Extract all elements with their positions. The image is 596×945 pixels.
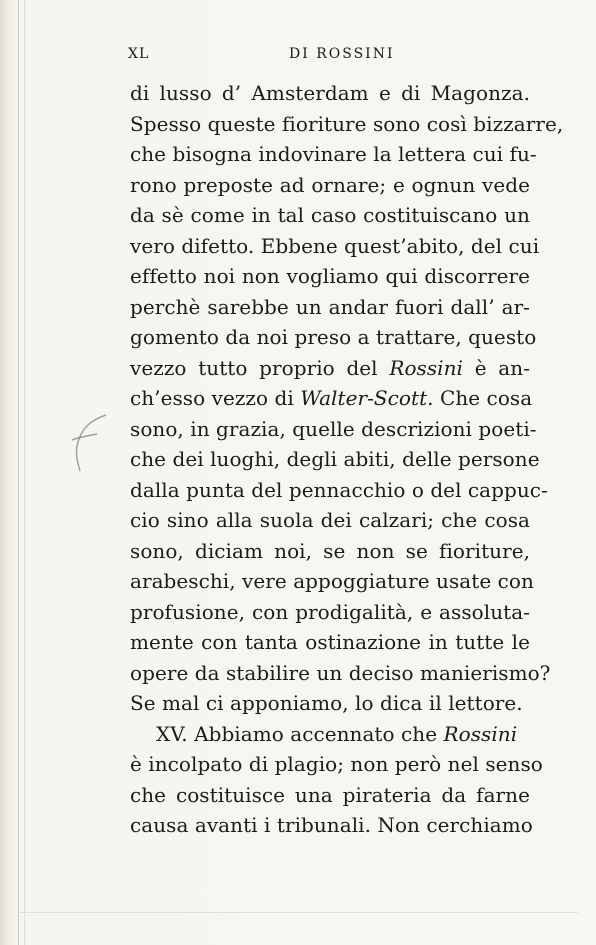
- text-line: mente con tanta ostinazione in tutte le: [130, 630, 530, 654]
- margin-handwritten-flourish: [69, 413, 111, 473]
- page-number: XL: [128, 46, 150, 62]
- text-line: arabeschi, vere appoggiature usate con: [130, 569, 534, 593]
- text-line: profusione, con prodigalità, e assoluta-: [130, 599, 530, 624]
- text-line: che dei luoghi, degli abiti, delle persone: [130, 447, 540, 471]
- text-line: dalla punta del pennacchio o del cappuc-: [130, 477, 548, 502]
- text-segment: Che cosa: [433, 386, 533, 410]
- italic-name: Rossini: [443, 721, 518, 746]
- text-line: effetto noi non vogliamo qui discorrere: [130, 264, 530, 288]
- section-start-line: [130, 719, 530, 750]
- text-line: perchè sarebbe un andar fuori dall’ ar-: [130, 294, 530, 319]
- page-heading: DI ROSSINI: [289, 46, 395, 62]
- text-line-with-italic-name: [130, 353, 530, 384]
- text-segment: XV. Abbiamo accennato che: [156, 721, 444, 746]
- text-line: Se mal ci apponiamo, lo dica il lettore.: [130, 691, 523, 715]
- italic-name: Rossini: [389, 355, 463, 380]
- text-line: sono, in grazia, quelle descrizioni poeti-: [130, 416, 537, 441]
- body-text: [130, 78, 564, 841]
- text-line: che bisogna indovinare la lettera cui fu-: [130, 142, 537, 166]
- page-bottom-line: [18, 912, 578, 913]
- text-line: da sè come in tal caso costituiscano un: [130, 203, 530, 227]
- text-line: causa avanti i tribunali. Non cerchiamo: [130, 813, 533, 837]
- text-line: sono, diciam noi, se non se fioriture,: [130, 538, 530, 563]
- text-line: Spesso queste fioriture sono così bizzarre,: [130, 111, 564, 136]
- text-segment: è an-: [463, 355, 531, 380]
- text-line: che costituisce una pirateria da farne: [130, 782, 530, 807]
- text-line: opere da stabilire un deciso manierismo?: [130, 660, 551, 685]
- text-segment: ch’esso vezzo di: [130, 386, 301, 410]
- text-line: rono preposte ad ornare; e ognun vede: [130, 172, 530, 197]
- text-line-with-italic-name: [130, 383, 533, 414]
- text-line: è incolpato di plagio; non però nel senso: [130, 752, 543, 776]
- italic-name: Walter-Scott.: [300, 386, 434, 410]
- text-segment: vezzo tutto proprio del: [130, 355, 390, 380]
- page-gutter-shadow: [24, 0, 25, 945]
- text-line: gomento da noi preso a trattare, questo: [130, 325, 537, 349]
- text-line: cio sino alla suola dei calzari; che cosa: [130, 508, 530, 532]
- running-head: [128, 46, 538, 66]
- text-line: di lusso d’ Amsterdam e di Magonza.: [130, 81, 530, 105]
- page-gutter-line: [18, 0, 19, 945]
- text-line: vero difetto. Ebbene quest’abito, del cui: [130, 233, 540, 258]
